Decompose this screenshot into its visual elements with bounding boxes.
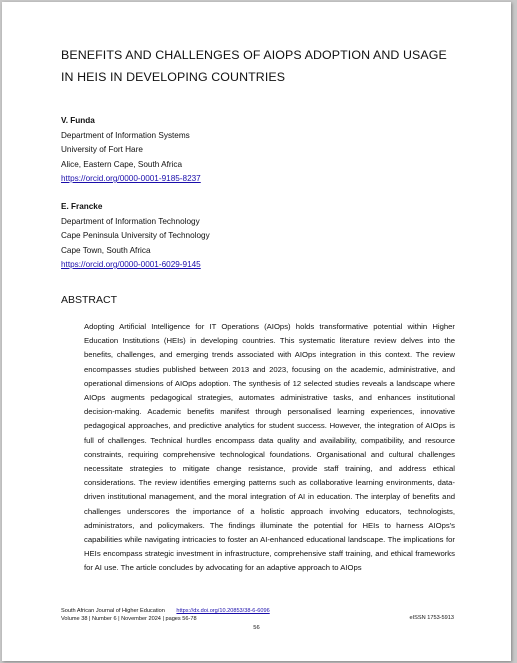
page-number: 56 xyxy=(253,625,260,631)
author-department: Department of Information Technology xyxy=(61,216,200,226)
document-page xyxy=(2,2,511,661)
author-institution: University of Fort Hare xyxy=(61,145,143,154)
author-name: V. Funda xyxy=(61,116,95,125)
doi-link[interactable]: https://dx.doi.org/10.20853/38-6-6096 xyxy=(176,608,270,614)
author-block-2 xyxy=(61,200,361,273)
author-orcid-link[interactable]: https://orcid.org/0000-0001-9185-8237 xyxy=(61,174,201,183)
abstract-heading: ABSTRACT xyxy=(61,294,118,306)
author-location: Cape Town, South Africa xyxy=(61,245,151,255)
author-name: E. Francke xyxy=(61,202,103,211)
journal-footer xyxy=(61,608,270,623)
author-block-1 xyxy=(61,114,361,187)
author-location: Alice, Eastern Cape, South Africa xyxy=(61,159,183,169)
journal-name: South African Journal of Higher Education xyxy=(61,608,165,614)
abstract-text: Adopting Artificial Intelligence for IT Operations (AIOps) holds transformative potential within Higher Education Institutions (HEIs) in developing countries. This systematic literature review delves into the benefits, challenges, and emerging trends associated with AIOps integration in this context. The review encompasses studies published between 2013 and 2023, focusing on the academic, administrative, and operational dimensions of AIOps adoption. The synthesis of 12 selected studies reveals a landscape where AIOps augments pedagogical strategies, automates administrative tasks, and enhances institutional decision-making. Academic benefits manifest through personalised learning experiences, innovative pedagogical approaches, and predictive analytics for student success. However, the integration of AIOps is full of challenges. Technical hurdles encompass data quality and availability, compatibility, and resource constraints, requiring comprehensive technological foundations. Organisational and cultural challenges necessitate strategies to mitigate change resistance, provide staff training, and address ethical considerations. The review identifies emerging patterns such as collaborative learning environments, data-driven institutional management, and the moral integration of AI in education. The interplay of benefits and challenges underscores the importance of a holistic approach involving educators, technologists, administrators, and policymakers. The findings illuminate the potential for HEIs to harness AIOps's capabilities while navigating intricacies to foster an AI-enhanced educational landscape. The implications for HEIs encompass strategic investment in infrastructure, comprehensive staff training, and ethical frameworks for AI use. The article concludes by advocating for an adaptive approach to AIOps xyxy=(84,322,455,573)
paper-title: BENEFITS AND CHALLENGES OF AIOPS ADOPTION AND USAGE IN HEIS IN DEVELOPING COUNTRIES xyxy=(61,48,447,84)
eissn-label: eISSN 1753-5913 xyxy=(409,615,454,621)
author-institution: Cape Peninsula University of Technology xyxy=(61,231,210,240)
volume-info: Volume 38 | Number 6 | November 2024 | pages 56-78 xyxy=(61,615,197,622)
author-department: Department of Information Systems xyxy=(61,130,190,140)
author-orcid-link[interactable]: https://orcid.org/0000-0001-6029-9145 xyxy=(61,260,201,269)
